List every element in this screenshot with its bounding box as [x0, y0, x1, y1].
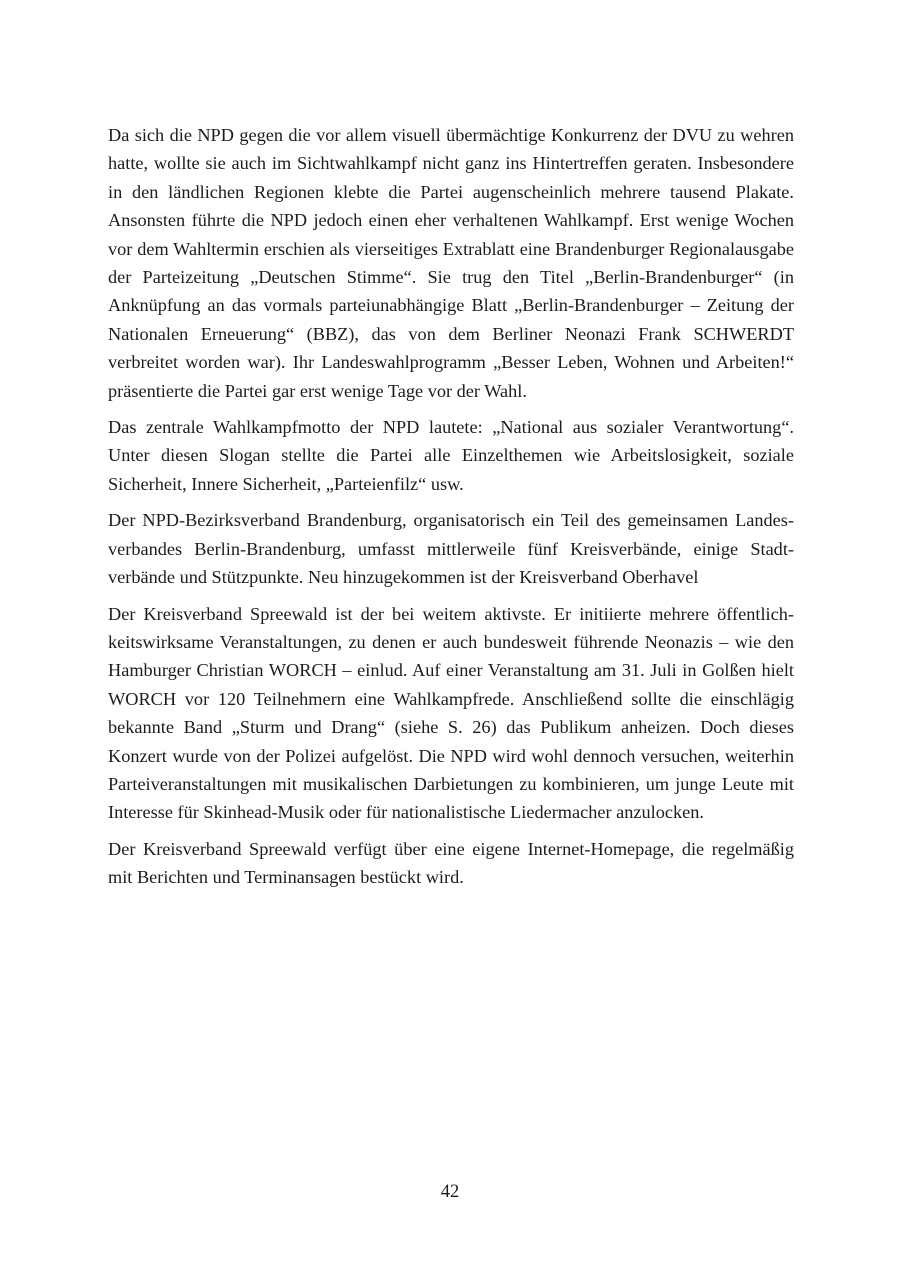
paragraph-district-association: Der NPD-Bezirksverband Brandenburg, organisatorisch ein Teil des gemeinsamen Landesverbandes Berlin-Brandenburg, umfasst mittlerweile fünf Kreisverbände, einige Stadtverbände und Stützpunkte. Neu hinzugekommen ist der Kreisverband Oberhavel: [108, 510, 794, 588]
paragraph-npd-campaign: Da sich die NPD gegen die vor allem visuell übermächtige Konkurrenz der DVU zu wehren hatte, wollte sie auch im Sichtwahlkampf nicht ganz ins Hintertreffen geraten. Insbesondere in den ländlichen Regionen klebte die Partei augenscheinlich mehrere tausend Plakate. Ansonsten führte die NPD jedoch einen eher verhaltenen Wahlkampf. Erst wenige Wochen vor dem Wahltermin erschien als vierseitiges Extrablatt eine Brandenburger Regionalausgabe der Parteizeitung „Deutschen Stimme“. Sie trug den Titel „Berlin-Brandenburger“ (in Anknüpfung an das vormals parteiunabhängige Blatt „Berlin-Brandenburger – Zeitung der Nationalen Erneuerung“ (BBZ), das von dem Berliner Neonazi Frank SCHWERDT verbreitet worden war). Ihr Landeswahlprogramm „Besser Leben, Wohnen und Arbeiten!“ präsentierte die Partei gar erst wenige Tage vor der Wahl.: [108, 125, 794, 401]
paragraph-spreewald-homepage: Der Kreisverband Spreewald verfügt über eine eigene Internet-Homepage, die regelmäßig mit Berichten und Terminansagen bestückt wird.: [108, 838, 794, 888]
body-text: [108, 121, 794, 900]
paragraph-campaign-motto: Das zentrale Wahlkampfmotto der NPD lautete: „National aus sozialer Verantwortung“. Unter diesen Slogan stellte die Partei alle Einzelthemen wie Arbeitslosigkeit, soziale Sicherheit, Innere Sicherheit, „Parteienfilz“ usw.: [108, 417, 794, 494]
paragraph-spreewald-activities: Der Kreisverband Spreewald ist der bei weitem aktivste. Er initiierte mehrere öffentlichkeitswirksame Veranstaltungen, zu denen er auch bundesweit führende Neonazis – wie den Hamburger Christian WORCH – einlud. Auf einer Veranstaltung am 31. Juli in Golßen hielt WORCH vor 120 Teilnehmern eine Wahlkampfrede. Anschließend sollte die einschlägig bekannte Band „Sturm und Drang“ (siehe S. 26) das Publikum anheizen. Doch dieses Konzert wurde von der Polizei aufgelöst. Die NPD wird wohl dennoch versuchen, weiterhin Parteiveranstaltungen mit musikalischen Darbietungen zu kombinieren, um junge Leute mit Interesse für Skinhead-Musik oder für nationalistische Liedermacher anzulocken.: [108, 603, 794, 823]
page-number: 42: [440, 1182, 460, 1202]
